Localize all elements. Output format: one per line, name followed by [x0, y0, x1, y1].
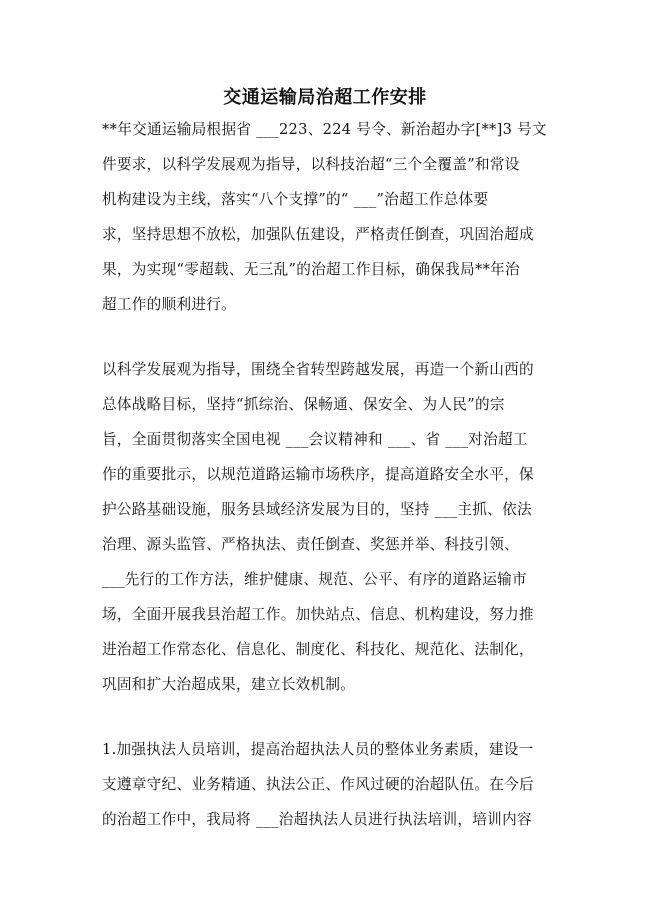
paragraph-1-line-5: 果，为实现“零超载、无三乱”的治超工作目标，确保我局**年治 [102, 261, 520, 278]
paragraph-2-line-8: 场，全面开展我县治超工作。加快站点、信息、机构建设，努力推 [102, 606, 534, 623]
paragraph-2-line-2: 总体战略目标，坚持“抓综治、保畅通、保安全、为人民”的宗 [102, 396, 505, 413]
paragraph-3-line-2: 支遵章守纪、业务精通、执法公正、作风过硬的治超队伍。在今后 [102, 776, 534, 793]
paragraph-1-line-2: 件要求，以科学发展观为指导，以科技治超“三个全覆盖”和常设 [102, 156, 520, 173]
paragraph-2-line-10: 巩固和扩大治超成果，建立长效机制。 [102, 676, 356, 693]
paragraph-2-line-7: ___先行的工作方法，维护健康、规范、公平、有序的道路运输市 [102, 571, 527, 588]
paragraph-2-line-9: 进治超工作常态化、信息化、制度化、科技化、规范化、法制化， [102, 641, 534, 658]
paragraph-2-line-5: 护公路基础设施，服务县域经济发展为目的，坚持 ___主抓、依法 [102, 501, 532, 518]
document-title: 交通运输局治超工作安排 [223, 87, 427, 108]
paragraph-2-line-4: 作的重要批示，以规范道路运输市场秩序，提高道路安全水平，保 [102, 466, 534, 483]
paragraph-2-line-1: 以科学发展观为指导，围绕全省转型跨越发展，再造一个新山西的 [102, 361, 534, 378]
paragraph-1-line-4: 求，坚持思想不放松，加强队伍建设，严格责任倒查，巩固治超成 [102, 226, 534, 243]
paragraph-1-line-1: **年交通运输局根据省 ___223、224 号令、新治超办字[**]3 号文 [102, 121, 547, 138]
paragraph-1-line-3: 机构建设为主线，落实“八个支撑”的“ ___”治超工作总体要 [102, 191, 489, 208]
paragraph-3-line-3: 的治超工作中，我局将 ___治超执法人员进行执法培训，培训内容 [102, 811, 532, 828]
paragraph-1-line-6: 超工作的顺利进行。 [102, 296, 237, 313]
paragraph-3-line-1: 1.加强执法人员培训，提高治超执法人员的整体业务素质，建设一 [102, 741, 534, 758]
paragraph-2-line-6: 治理、源头监管、严格执法、责任倒查、奖惩并举、科技引领、 [102, 536, 520, 553]
paragraph-2-line-3: 旨，全面贯彻落实全国电视 ___会议精神和 ___、省 ___对治超工 [102, 431, 528, 448]
